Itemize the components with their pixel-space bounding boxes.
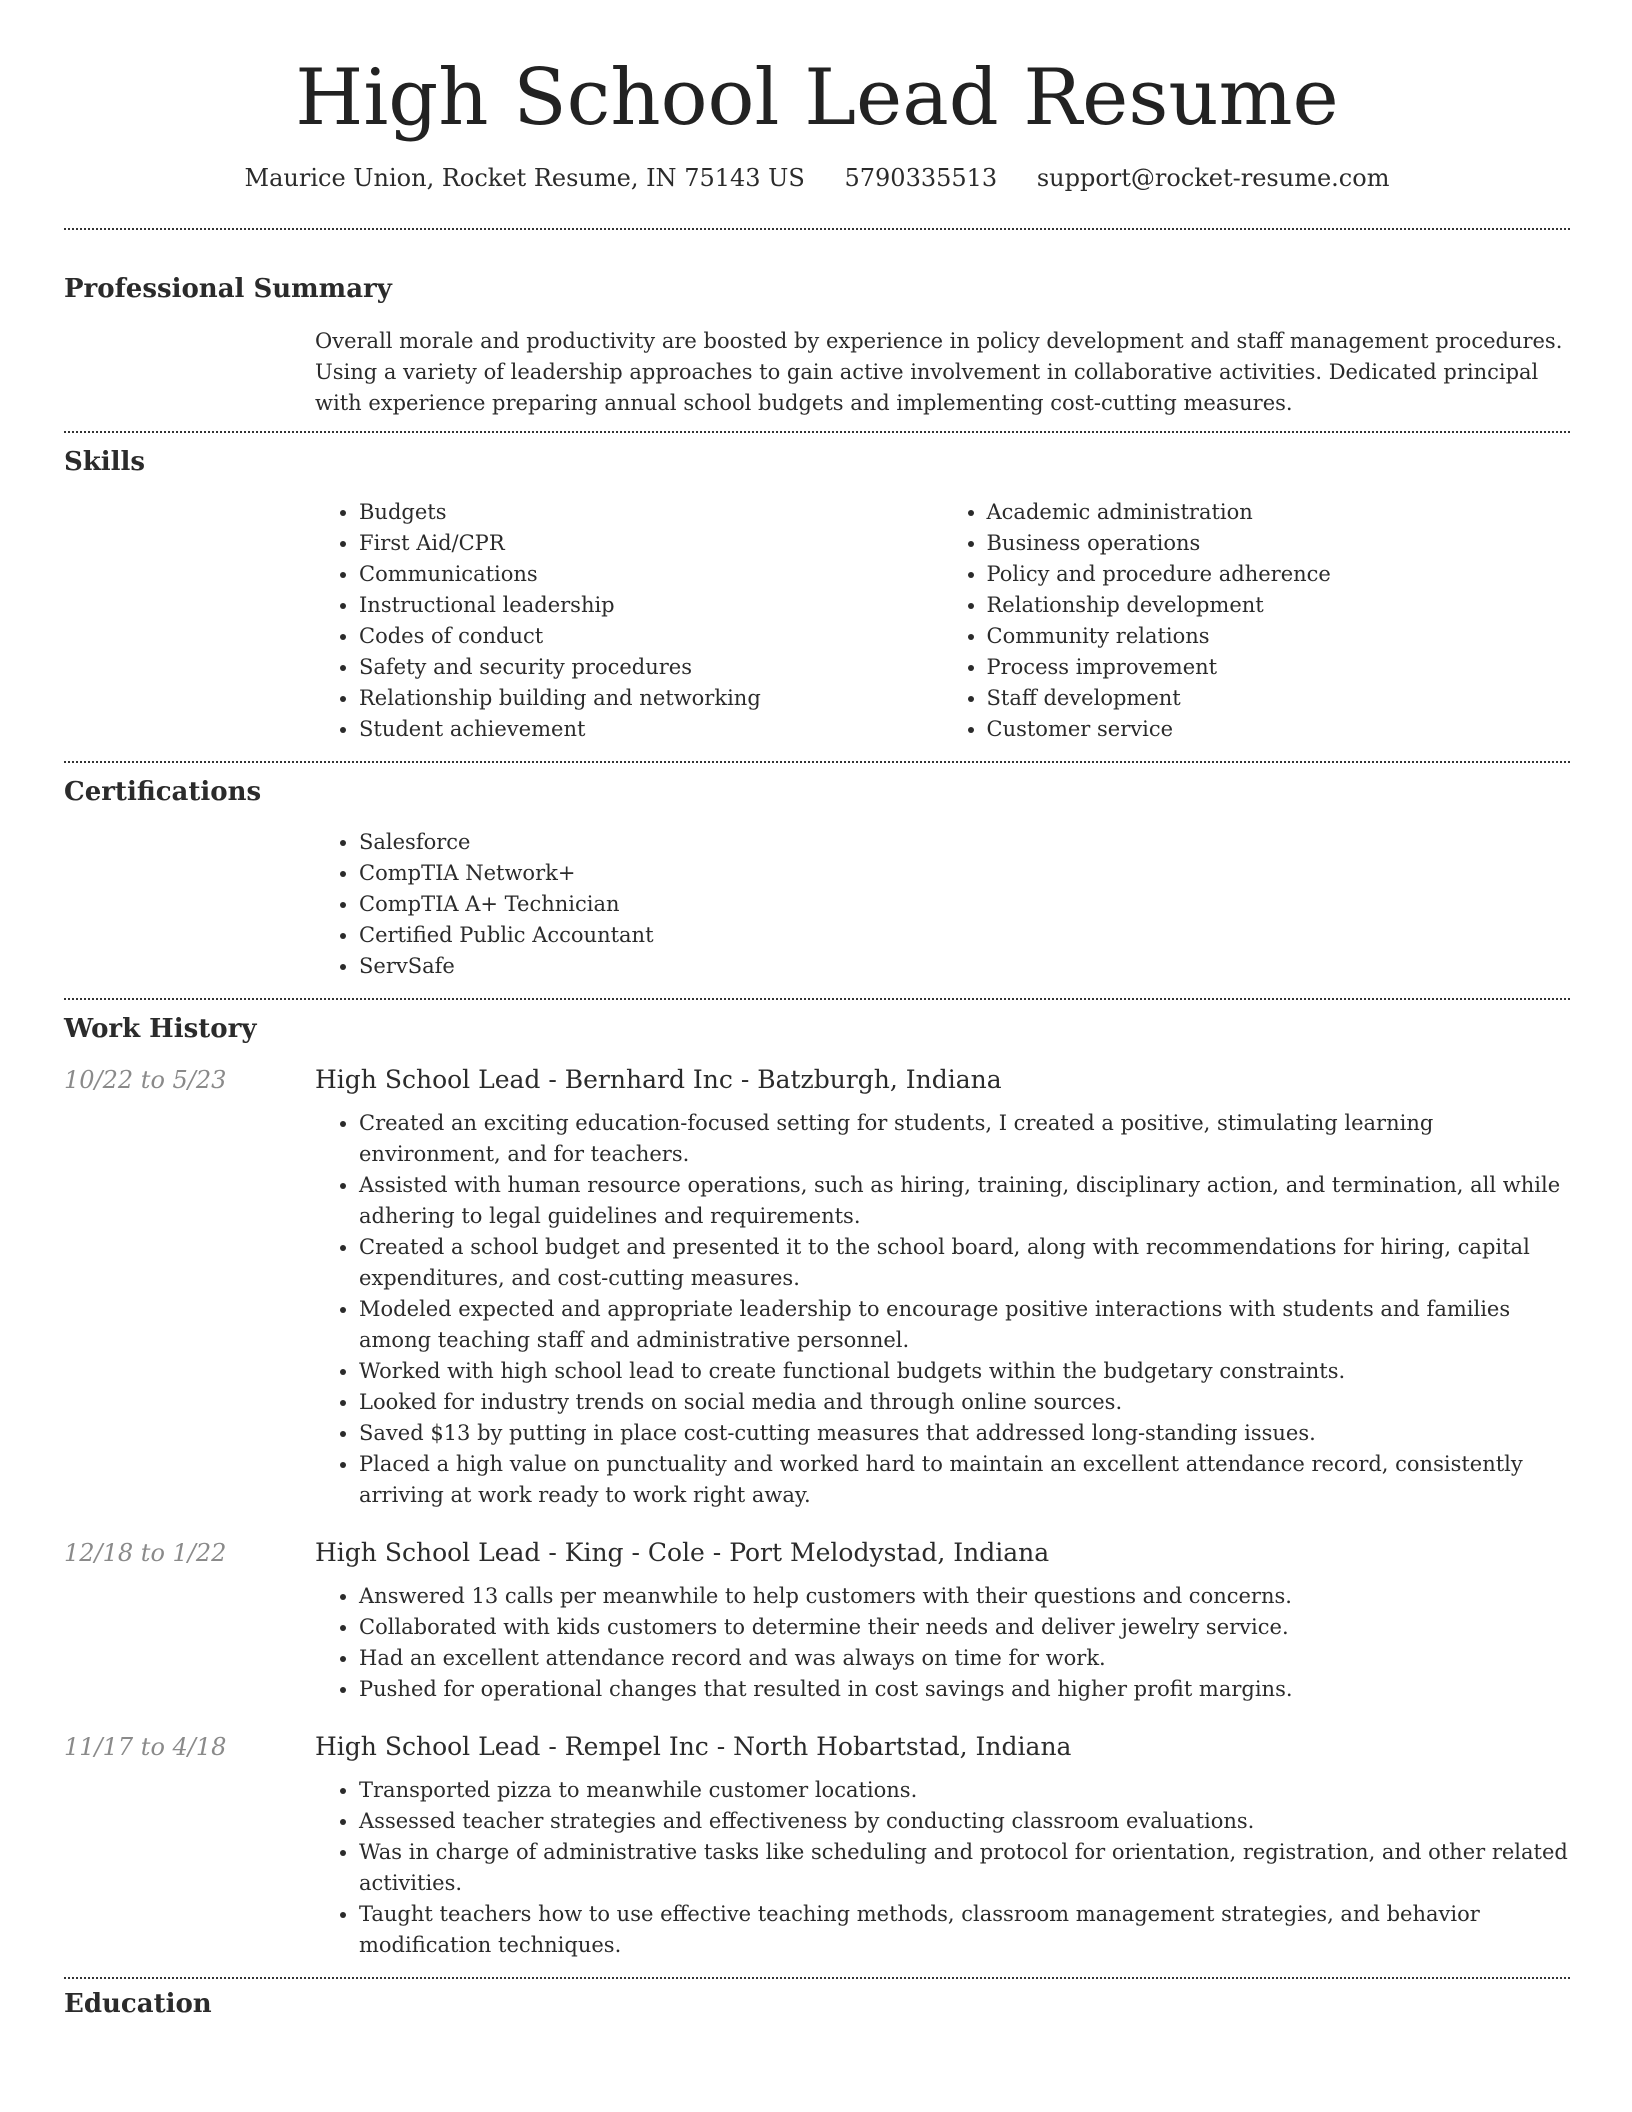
job-entry xyxy=(64,1064,1570,1511)
contact-address: Maurice Union, Rocket Resume, IN 75143 US xyxy=(244,164,805,192)
job-bullets xyxy=(315,1581,1570,1705)
skill-item: • Communications xyxy=(359,559,943,590)
job-bullets xyxy=(315,1108,1570,1511)
resume-title: High School Lead Resume xyxy=(295,53,1339,143)
job-details xyxy=(315,1064,1570,1511)
job-dates: 10/22 to 5/23 xyxy=(64,1066,227,1094)
certification-item: • Salesforce xyxy=(359,827,1570,858)
skills-columns xyxy=(315,497,1570,761)
certifications-section xyxy=(64,763,1570,998)
skill-item: • Process improvement xyxy=(987,652,1571,683)
skill-item: • Instructional leadership xyxy=(359,590,943,621)
skill-item: • Budgets xyxy=(359,497,943,528)
skill-item: • Student achievement xyxy=(359,714,943,745)
summary-text: Overall morale and productivity are boosted by experience in policy development and staff management procedures. Using a variety of leadership approaches to gain active involvement in collaborative activities. Dedicated principal with experience preparing annual school budgets and implementing cost-cutting measures. xyxy=(315,329,1563,415)
job-title: High School Lead - Rempel Inc - North Hobartstad, Indiana xyxy=(315,1732,1072,1761)
job-details xyxy=(315,1537,1570,1705)
summary-section xyxy=(64,230,1570,431)
skill-item: • Relationship building and networking xyxy=(359,683,943,714)
job-title: High School Lead - King - Cole - Port Melodystad, Indiana xyxy=(315,1538,1050,1567)
skills-heading: Skills xyxy=(64,447,146,477)
skill-item: • Policy and procedure adherence xyxy=(987,559,1571,590)
skill-item: • Customer service xyxy=(987,714,1571,745)
certification-item: • CompTIA A+ Technician xyxy=(359,889,1570,920)
skills-list-right xyxy=(943,497,1571,745)
resume-page xyxy=(64,0,1570,2021)
skills-section xyxy=(64,433,1570,761)
job-bullet: • Answered 13 calls per meanwhile to help customers with their questions and concerns. xyxy=(359,1581,1570,1612)
certifications-block xyxy=(315,827,1570,998)
job-bullet: • Assessed teacher strategies and effectiveness by conducting classroom evaluations. xyxy=(359,1806,1570,1837)
job-bullet: • Pushed for operational changes that resulted in cost savings and higher profit margins. xyxy=(359,1674,1570,1705)
job-bullet: • Was in charge of administrative tasks like scheduling and protocol for orientation, registration, and other related activities. xyxy=(359,1837,1570,1899)
jobs-container xyxy=(64,1064,1570,1961)
certifications-heading: Certifications xyxy=(64,777,262,807)
skill-item: • Codes of conduct xyxy=(359,621,943,652)
certification-item: • Certified Public Accountant xyxy=(359,920,1570,951)
job-bullet: • Assisted with human resource operations, such as hiring, training, disciplinary action, and termination, all while adhering to legal guidelines and requirements. xyxy=(359,1170,1570,1232)
job-bullet: • Modeled expected and appropriate leadership to encourage positive interactions with students and families among teaching staff and administrative personnel. xyxy=(359,1294,1570,1356)
job-bullet: • Transported pizza to meanwhile customer locations. xyxy=(359,1775,1570,1806)
certification-item: • CompTIA Network+ xyxy=(359,858,1570,889)
skill-item: • Academic administration xyxy=(987,497,1571,528)
job-bullet: • Saved $13 by putting in place cost-cutting measures that addressed long-standing issues. xyxy=(359,1418,1570,1449)
job-bullet: • Had an excellent attendance record and was always on time for work. xyxy=(359,1643,1570,1674)
certifications-list xyxy=(315,827,1570,982)
job-bullet: • Looked for industry trends on social media and through online sources. xyxy=(359,1387,1570,1418)
contact-phone: 5790335513 xyxy=(844,164,998,192)
job-bullet: • Placed a high value on punctuality and worked hard to maintain an excellent attendance record, consistently arriving at work ready to work right away. xyxy=(359,1449,1570,1511)
job-bullet: • Created an exciting education-focused setting for students, I created a positive, stimulating learning environment, and for teachers. xyxy=(359,1108,1570,1170)
skill-item: • Safety and security procedures xyxy=(359,652,943,683)
work-history-heading: Work History xyxy=(64,1014,257,1044)
job-bullets xyxy=(315,1775,1570,1961)
certification-item: • ServSafe xyxy=(359,951,1570,982)
job-dates: 11/17 to 4/18 xyxy=(64,1733,227,1761)
job-bullet: • Worked with high school lead to create functional budgets within the budgetary constraints. xyxy=(359,1356,1570,1387)
education-section xyxy=(64,1979,1570,2021)
education-heading: Education xyxy=(64,1989,212,2019)
job-entry xyxy=(64,1537,1570,1705)
summary-heading: Professional Summary xyxy=(64,274,392,304)
contact-email: support@rocket-resume.com xyxy=(1036,164,1390,192)
job-bullet: • Created a school budget and presented it to the school board, along with recommendations for hiring, capital expenditures, and cost-cutting measures. xyxy=(359,1232,1570,1294)
job-entry xyxy=(64,1731,1570,1961)
job-dates: 12/18 to 1/22 xyxy=(64,1539,227,1567)
job-title: High School Lead - Bernhard Inc - Batzburgh, Indiana xyxy=(315,1065,1002,1094)
job-bullet: • Taught teachers how to use effective teaching methods, classroom management strategies, and behavior modification techniques. xyxy=(359,1899,1570,1961)
work-history-section xyxy=(64,1000,1570,1961)
skills-list-left xyxy=(315,497,943,745)
skill-item: • Community relations xyxy=(987,621,1571,652)
contact-line xyxy=(64,162,1570,194)
skill-item: • First Aid/CPR xyxy=(359,528,943,559)
job-details xyxy=(315,1731,1570,1961)
skill-item: • Relationship development xyxy=(987,590,1571,621)
skill-item: • Staff development xyxy=(987,683,1571,714)
job-bullet: • Collaborated with kids customers to determine their needs and deliver jewelry service. xyxy=(359,1612,1570,1643)
skill-item: • Business operations xyxy=(987,528,1571,559)
